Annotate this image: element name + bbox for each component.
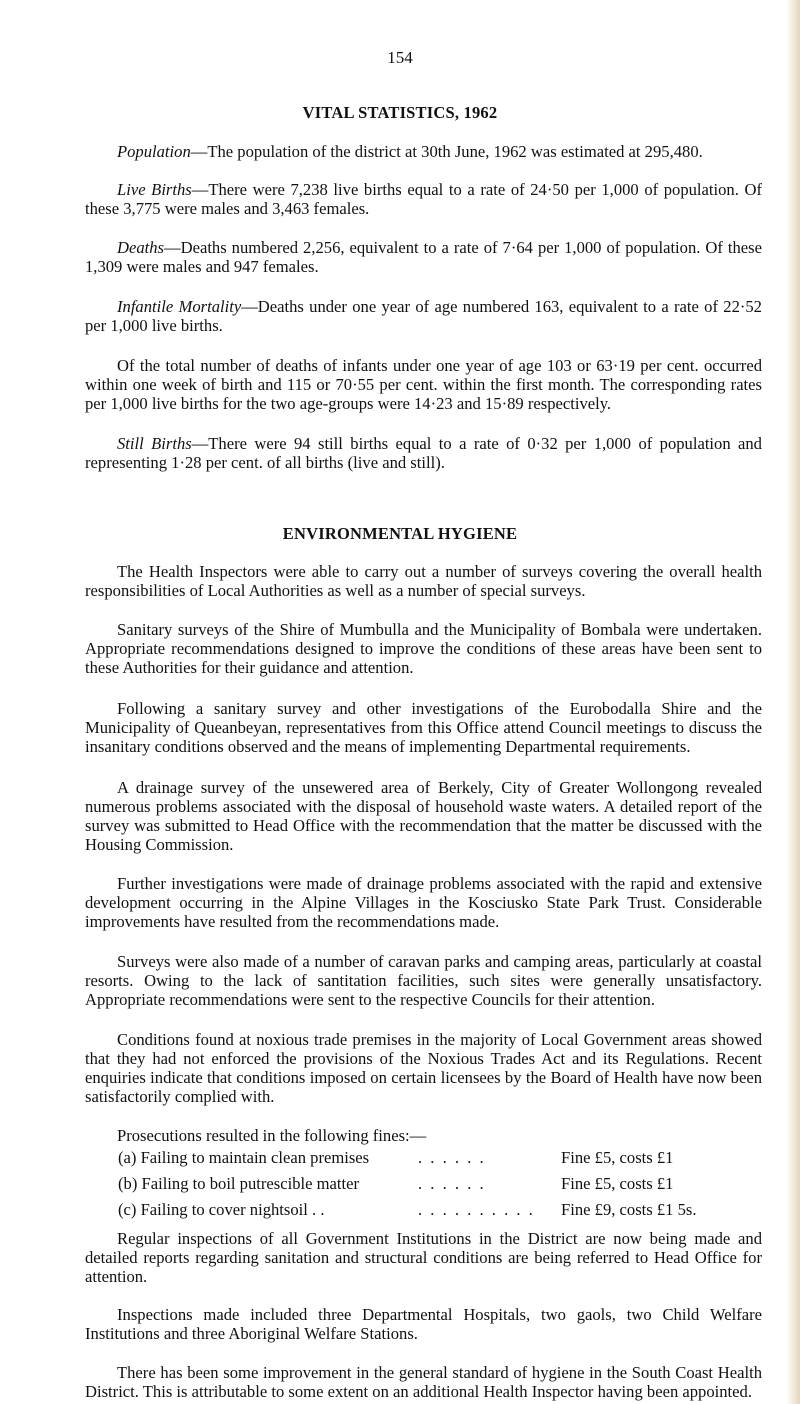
closing-paragraph: There has been some improvement in the general standard of hygiene in the South Coast Health District. This is attributable to some extent on an additional Health Inspector having been appointed. <box>85 1362 762 1401</box>
deaths-paragraph: Deaths—Deaths numbered 2,256, equivalent to a rate of 7·64 per 1,000 of population. Of these 1,309 were males and 947 females. <box>85 237 762 276</box>
fine-item: (c) Failing to cover nightsoil . . . . . . . . . . . . Fine £9, costs £1 5s. <box>118 1200 697 1220</box>
hygiene-paragraph: Following a sanitary survey and other investigations of the Eurobodalla Shire and the Municipality of Queanbeyan, representatives from this Office attend Council meetings to discuss the insanitary conditions observed and the means of implementing Departmental requirements. <box>85 699 762 757</box>
hygiene-paragraph: A drainage survey of the unsewered area of Berkely, City of Greater Wollongong revealed numerous problems associated with the disposal of household waste waters. A detailed report of the survey was submitted to Head Office with the recommendation that the matter be discussed with the Housing Commission. <box>85 777 762 854</box>
live-births-paragraph: Live Births—There were 7,238 live births equal to a rate of 24·50 per 1,000 of population. Of these 3,775 were males and 3,463 females. <box>85 179 762 218</box>
closing-paragraph: Regular inspections of all Government Institutions in the District are now being made and detailed reports regarding sanitation and structural conditions are being referred to Head Office for attention. <box>85 1228 762 1286</box>
hygiene-paragraph: Surveys were also made of a number of caravan parks and camping areas, particularly at coastal resorts. Owing to the lack of santitation facilities, such sites were generally unsatisfactory. Appropriate recommendations were sent to the respective Councils for their attention. <box>85 951 762 1009</box>
hygiene-paragraph: Conditions found at noxious trade premises in the majority of Local Government areas showed that they had not enforced the provisions of the Noxious Trades Act and its Regulations. Recent enquiries indicate that conditions imposed on certain licensees by the Board of Health have now been satisfactorily complied with. <box>85 1030 762 1107</box>
fine-item: (a) Failing to maintain clean premises . . . . . . Fine £5, costs £1 <box>118 1148 674 1168</box>
infantile-mortality-paragraph: Infantile Mortality—Deaths under one year of age numbered 163, equivalent to a rate of 22·52 per 1,000 live births. <box>85 296 762 335</box>
fines-list <box>118 1148 762 1226</box>
population-paragraph: Population—The population of the district at 30th June, 1962 was estimated at 295,480. <box>117 141 703 161</box>
still-births-paragraph: Still Births—There were 94 still births equal to a rate of 0·32 per 1,000 of population and representing 1·28 per cent. of all births (live and still). <box>85 433 762 472</box>
hygiene-paragraph: The Health Inspectors were able to carry out a number of surveys covering the overall health responsibilities of Local Authorities as well as a number of special surveys. <box>85 562 762 601</box>
page-number: 154 <box>387 48 413 67</box>
infant-deaths-paragraph: Of the total number of deaths of infants under one year of age 103 or 63·19 per cent. occurred within one week of birth and 115 or 70·55 per cent. within the first month. The corresponding rates per 1,000 live births for the two age-groups were 14·23 and 15·89 respectively. <box>85 355 762 413</box>
prosecutions-intro: Prosecutions resulted in the following fines:— <box>117 1125 427 1145</box>
closing-paragraph: Inspections made included three Departmental Hospitals, two gaols, two Child Welfare Institutions and three Aboriginal Welfare Stations. <box>85 1304 762 1343</box>
fine-item: (b) Failing to boil putrescible matter . . . . . . Fine £5, costs £1 <box>118 1174 674 1194</box>
hygiene-paragraph: Further investigations were made of drainage problems associated with the rapid and extensive development occurring in the Alpine Villages in the Kosciusko State Park Trust. Considerable improvements have resulted from the recommendations made. <box>85 874 762 932</box>
vital-statistics-heading: VITAL STATISTICS, 1962 <box>302 103 498 123</box>
hygiene-paragraph: Sanitary surveys of the Shire of Mumbulla and the Municipality of Bombala were undertaken. Appropriate recommendations designed to improve the conditions of these areas have been sent to these Authorities for their guidance and attention. <box>85 620 762 678</box>
environmental-hygiene-heading: ENVIRONMENTAL HYGIENE <box>282 524 518 544</box>
page-edge-shadow <box>786 0 800 1404</box>
